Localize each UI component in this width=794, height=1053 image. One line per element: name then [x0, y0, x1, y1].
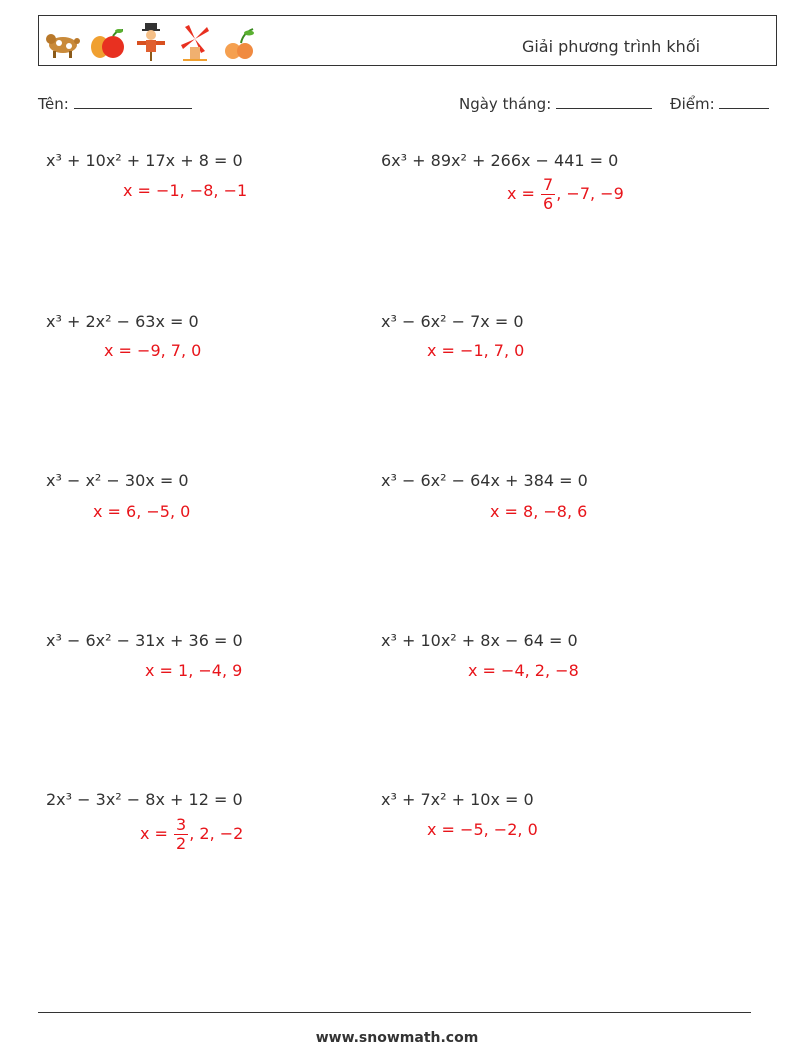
problem-equation: x³ + 10x² + 17x + 8 = 0 — [46, 151, 243, 170]
answer-fraction — [174, 816, 188, 853]
problem-equation: 2x³ − 3x² − 8x + 12 = 0 — [46, 790, 243, 809]
score-label: Điểm: — [670, 95, 715, 113]
peach-icon — [219, 19, 259, 63]
problem-answer: x = −5, −2, 0 — [427, 820, 538, 839]
problem-equation: x³ − x² − 30x = 0 — [46, 471, 189, 490]
problem-answer: x = 8, −8, 6 — [490, 502, 588, 521]
score-field — [670, 94, 769, 113]
problem-answer: x = −9, 7, 0 — [104, 341, 202, 360]
fruit-icon — [87, 19, 127, 63]
answer-suffix: , 2, −2 — [189, 824, 244, 843]
problem-equation: x³ − 6x² − 64x + 384 = 0 — [381, 471, 588, 490]
windmill-icon — [175, 19, 215, 63]
answer-prefix: x = — [140, 824, 174, 843]
name-field — [38, 94, 192, 113]
problem-answer: x = −4, 2, −8 — [468, 661, 579, 680]
footer-divider — [38, 1012, 751, 1013]
page-title: Giải phương trình khối — [521, 37, 701, 56]
scarecrow-icon — [131, 19, 171, 63]
header-icons — [43, 19, 259, 63]
problem-answer: x = 6, −5, 0 — [93, 502, 191, 521]
fraction-numerator: 3 — [176, 815, 187, 834]
fraction-numerator: 7 — [543, 175, 554, 194]
problem-equation: x³ − 6x² − 31x + 36 = 0 — [46, 631, 243, 650]
problem-equation: x³ + 2x² − 63x = 0 — [46, 312, 199, 331]
problem-answer — [507, 176, 624, 213]
fraction-denominator: 2 — [176, 834, 187, 853]
problem-answer: x = −1, 7, 0 — [427, 341, 525, 360]
score-blank[interactable] — [719, 94, 769, 109]
problem-equation: 6x³ + 89x² + 266x − 441 = 0 — [381, 151, 619, 170]
answer-prefix: x = — [507, 184, 541, 203]
date-label: Ngày tháng: — [459, 95, 552, 113]
date-field — [459, 94, 652, 113]
problem-equation: x³ + 7x² + 10x = 0 — [381, 790, 534, 809]
fraction-denominator: 6 — [543, 194, 554, 213]
problem-answer — [140, 816, 243, 853]
answer-fraction — [541, 176, 555, 213]
answer-suffix: , −7, −9 — [556, 184, 624, 203]
footer-site[interactable]: www.snowmath.com — [315, 1030, 479, 1046]
name-label: Tên: — [38, 95, 69, 113]
header-box — [38, 15, 777, 66]
problem-answer: x = −1, −8, −1 — [123, 181, 248, 200]
problem-equation: x³ + 10x² + 8x − 64 = 0 — [381, 631, 578, 650]
date-blank[interactable] — [556, 94, 652, 109]
cow-icon — [43, 19, 83, 63]
name-blank[interactable] — [74, 94, 192, 109]
problem-answer: x = 1, −4, 9 — [145, 661, 243, 680]
problem-equation: x³ − 6x² − 7x = 0 — [381, 312, 524, 331]
